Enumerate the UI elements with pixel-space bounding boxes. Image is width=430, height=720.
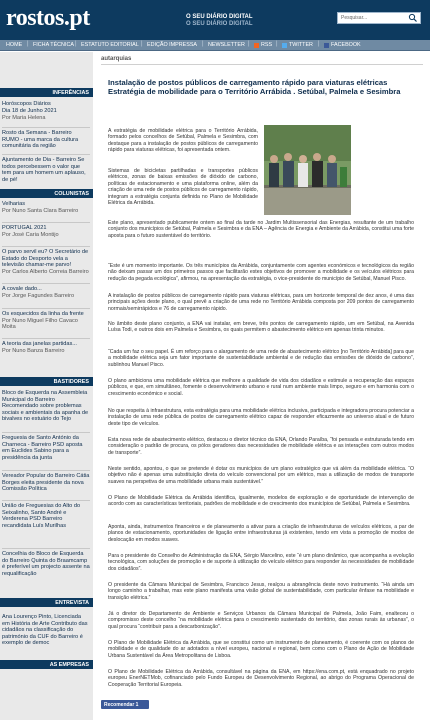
sidebar-item[interactable]: União de Freguesias do Alto do Seixalinho, Santo André e Verderena PSD Barreiro recandidata Luís Murilhas <box>2 503 81 529</box>
facebook-icon <box>324 43 329 48</box>
article-intro: A estratégia de mobilidade elétrica para o Território Arrábida, formado pelos concelhos de Setúbal, Palmela e Sesimbra, com destaque para a instalação de postos públicos de carregamento rápido para viaturas elétricas, foi apresentada ontem. <box>108 128 258 154</box>
search-icon[interactable] <box>408 13 418 23</box>
article-paragraph: Sistemas de bicicletas partilhadas e transportes públicos elétricos, zonas de baixas emissões de dióxido de carbono, políticas de estacionamento e uma plataforma online, além da criação de uma rede de postos públicos de carregamento rápido, integram a estratégia conjunta definida no Plano de Mobilidade Elétrica da Arrábida. <box>108 168 258 207</box>
article-paragraph: O Plano de Mobilidade Elétrica da Arrábida, que se constitui como um instrumento de planeamento, é coerente com os planos de mobilidade e de qualidade do ar adotados a nível europeu, nacional e regional, bem como com o Plano de Ação de Mobilidade Urbana Sustentável da Área Metropolitana de Lisboa. <box>108 640 414 659</box>
sidebar-heading-colunistas: COLUNISTAS <box>0 189 93 198</box>
divider <box>2 222 90 223</box>
nav-separator: | <box>276 41 278 47</box>
search-input[interactable]: Pesquisar... <box>337 12 421 24</box>
sidebar-item[interactable]: A teoria das janelas partidas... Por Nuno Banza Barreiro <box>2 341 90 354</box>
sidebar-heading-empresas: AS EMPRESAS <box>0 660 93 669</box>
sidebar-item-author: Por Nuno Banza Barreiro <box>2 347 65 354</box>
nav-separator: | <box>27 41 29 47</box>
article-paragraph: Já o diretor do Departamento de Ambiente e Serviços Urbanos da Câmara Municipal de Palmela, João Faim, enalteceu o compromisso deste concelho “na mobilidade elétrica para o crescimento sustentado do território, das zonas rurais às urbanas”, o qual procura “contribuir para a descarbonização”. <box>108 611 414 630</box>
article-paragraph: O Plano de Mobilidade Elétrica da Arrábida, consultável na página da ENA, em https://ena.com.pt, está enquadrado no projeto europeu EnerNETMob, cofinanciado pelo Fundo Europeu de Desenvolvimento Regional, ao abrigo do Programa Operacional de Cooperação Territorial Europeia. <box>108 669 414 688</box>
article-paragraph: No que respeita à infraestrutura, esta estratégia para uma mobilidade elétrica inclusiva, participada e integradora procura potenciar a instalação de uma rede pública de postos de carregamento elétrico capaz de responder eficazmente ao universo atual e de futuro deste tipo de veículos. <box>108 408 414 427</box>
sidebar-heading-entrevista: ENTREVISTA <box>0 598 93 607</box>
sidebar-item[interactable]: A covale dado... Por Jorge Fagundes Barreiro <box>2 286 90 299</box>
main-nav <box>0 40 430 51</box>
article-paragraph: Para o presidente do Conselho de Administração da ENA, Sérgio Marcelino, este “é um plano dinâmico, que acompanha a evolução tecnológica, com soluções de promoção e de suporte à utilização do veículo elétrico para responder às necessidades de mobilidade dos cidadãos”. <box>108 553 414 572</box>
sidebar-item[interactable]: Horóscopos Diários <box>2 101 51 107</box>
nav-separator: | <box>202 41 204 47</box>
divider <box>2 246 90 247</box>
tagline-sub: O SEU DIÁRIO DIGITAL <box>186 21 253 27</box>
sidebar-item[interactable]: Bloco de Esquerda na Assembleia Municipal do Barreiro Recomendado sobre problemas sociais e ambientais da apanha de bivalves no estuário do Tejo <box>2 390 89 423</box>
sidebar-item[interactable]: Ajuntamento de Dia - Barreiro Se todos percebessem o valor que tem para um homem um aplauso, de pé! <box>2 157 86 183</box>
article-paragraph: O plano ambiciona uma mobilidade elétrica que melhore a qualidade de vida dos cidadãos e estimule a recuperação das espaços públicos, e que, em simultâneo, fomente o desenvolvimento urbano e rural num ambiente mais limpo, seguro e em harmonia com o crescimento económico e social. <box>108 378 414 397</box>
nav-separator: | <box>75 41 77 47</box>
section-label[interactable]: autarquias <box>101 56 132 62</box>
sidebar-item[interactable]: Dia 18 de Junho 2021 Por Maria Helena <box>2 108 90 121</box>
article-paragraph: A instalação de postos públicos de carregamento rápido para viaturas elétricas, para um horizonte temporal de dez anos, é uma das principais ações deste plano, o qual prevê a criação de uma rede no Território Arrábida composta por 209 pontos de carregamento normais/semirrápidos e 76 de carregamento rápido. <box>108 293 414 312</box>
nav-twitter[interactable]: TWITTER <box>289 42 313 48</box>
divider <box>2 154 90 155</box>
article-paragraph: Este plano, apresentado publicamente ontem ao final da tarde no Jardim Multissensorial das Energias, resultante de um trabalho conjunto dos municípios de Setúbal, Palmela e Sesimbra e da ENA – Agência de Energia e Ambiente da Arrábida, constitui uma forte aposta para o futuro sustentável do território. <box>108 220 414 239</box>
sidebar-item-author: Por Maria Helena <box>2 114 46 121</box>
nav-edicao-impressa[interactable]: EDIÇÃO IMPRESSA <box>147 42 198 48</box>
sidebar-item-author: Por José Caria Montijo <box>2 231 59 238</box>
sidebar-item[interactable]: Freguesia de Santo António da Charneca - Barreiro PSD aposta em Euclides Sabino para a presidência da junta <box>2 435 83 461</box>
divider <box>2 470 90 471</box>
nav-separator: | <box>141 41 143 47</box>
article-paragraph: O Plano de Mobilidade Elétrica da Arrábida identifica, igualmente, modelos de exploração e de oportunidade de intervenção de acordo com as características territoriais, padrões de mobilidade e de crescimento dos municípios de Setúbal, Palmela e Sesimbra. <box>108 495 414 508</box>
article-paragraph: O presidente da Câmara Municipal de Sesimbra, Francisco Jesus, realçou a abrangência deste novo instrumento. “Há ainda um longo caminho a trabalhar, mas este plano manifesta uma visão global de sustentabilidade, com particular ênfase na mobilidade e transição elétrica.” <box>108 582 414 601</box>
nav-facebook[interactable]: FACEBOOK <box>331 42 361 48</box>
sidebar-item[interactable]: Rosto da Semana - Barreiro RUMO - uma marca da cultura comunitária da região <box>2 130 79 150</box>
divider <box>2 500 90 501</box>
nav-ficha-tecnica[interactable]: FICHA TÉCNICA <box>33 42 74 48</box>
divider <box>2 548 90 549</box>
sidebar-item-author: Por Nuno Miguel Filho Cavaco Moita <box>2 317 78 331</box>
sidebar-item[interactable]: Ana Lourenço Pinto, Licenciada em História de Arte Contributo das cidadãos na classificação do património da CUF do Barreiro é exemplo de democ <box>2 614 88 647</box>
nav-newsletter[interactable]: NEWSLETTER <box>208 42 245 48</box>
divider <box>2 338 90 339</box>
recommend-label: Recomendar 1 <box>104 701 139 708</box>
article-paragraph: Aponta, ainda, instrumentos financeiros e de planeamento a ativar para a criação de infraestruturas de veículos elétricos, a par de planos de estacionamento, oportunidades de ligação entre infraestruturas já existentes, tendo em vista a promoção de modos de deslocação em modos suaves. <box>108 524 414 543</box>
divider <box>101 64 423 65</box>
nav-home[interactable]: HOME <box>6 42 23 48</box>
site-header <box>0 0 430 40</box>
facebook-recommend-button[interactable] <box>101 700 149 709</box>
divider <box>2 283 90 284</box>
sidebar-heading-inferencias: INFERÊNCIAS <box>0 88 93 97</box>
article-paragraph: No âmbito deste plano conjunto, a ENA vai instalar, em breve, três pontos de carregamento rápido, um em Setúbal, na Avenida Luísa Todi, e outros dois em Palmela e Sesimbra, os quais permitem o abastecimento elétrico em apenas trinta minutos. <box>108 321 414 334</box>
divider <box>2 308 90 309</box>
divider <box>2 432 90 433</box>
nav-estatuto-editorial[interactable]: ESTATUTO EDITORIAL <box>81 42 139 48</box>
nav-separator: | <box>318 41 320 47</box>
sidebar-item-author: Por Carlos Alberto Correia Barreiro <box>2 268 89 275</box>
article-title: Instalação de postos públicos de carregamento rápido para viaturas elétricas Estratégia de mobilidade para o Território Arrábida . Setúbal, Palmela e Sesimbra <box>108 78 401 96</box>
rss-icon <box>254 43 259 48</box>
group-photo-image <box>264 125 351 215</box>
article-paragraph: Neste sentido, apontou, o que se pretende é dotar os municípios de um plano estratégico que vá além da mobilidade elétrica. “O objetivo não é apenas uma substituição direta do veículo convencional por um elétrico, mas a utilização de modos de transporte suaves na perspetiva de uma mobilidade urbana mais sustentável.” <box>108 466 414 485</box>
sidebar-item[interactable]: PORTUGAL 2021 Por José Caria Montijo <box>2 225 90 238</box>
sidebar-item-author: Por Nuno Santa Clara Barreiro <box>2 207 79 214</box>
article-paragraph: Esta nova rede de abastecimento elétrico, destacou o diretor técnico da ENA, Orlando Paraíba, “foi pensada e estruturada tendo em consideração o padrão de procura, os pólos geradores das necessidades de mobilidade elétrica e as interações com outros modos de transporte”. <box>108 437 414 456</box>
tagline-main: O SEU DIÁRIO DIGITAL <box>186 14 253 20</box>
article-photo <box>264 125 351 215</box>
sidebar-item[interactable]: Os esquecidos da linha da frente Por Nuno Miguel Filho Cavaco Moita <box>2 311 90 331</box>
sidebar <box>0 52 93 720</box>
article-paragraph: “Este é um momento importante. Os três municípios da Arrábida, conjuntamente com agentes económicos e tecnológicos da região não deixam passar um dos primeiros passos que facilitarão estes objetivos de promover a mobilidade e os veículos elétricos para redução da pegada ecológica”, afirmou, na apresentação da estratégia, o vice-presidente do município de Setúbal, Manuel Pisco. <box>108 263 414 282</box>
site-tagline <box>186 14 253 28</box>
sidebar-item[interactable]: Vereador Popular do Barreiro Cátia Borges eleita presidente da nova Comissão Política <box>2 473 90 493</box>
sidebar-item[interactable]: Concelhia do Bloco de Esquerda do Barreiro Quinta do Braamcamp é preferível um projecto assente na requalificação <box>2 551 90 577</box>
article-paragraph: “Cada um faz o seu papel. É um reforço para o alargamento de uma rede de abastecimento elétrico [no Território Arrábida] para que a mobilidade elétrica seja um fator importante de sustentabilidade ambiental e de redução das emissões de dióxido de carbono”, sublinhou Manuel Pisco. <box>108 349 414 368</box>
nav-rss[interactable]: RSS <box>261 42 273 48</box>
twitter-icon <box>282 43 287 48</box>
divider <box>2 127 90 128</box>
sidebar-item[interactable]: Velharias Por Nuno Santa Clara Barreiro <box>2 201 90 214</box>
site-logo[interactable]: rostos.pt <box>6 5 90 31</box>
sidebar-item[interactable]: O parvo servil eu? O Secretário de Estado do Desporto vela a televisão chamar-me parvo! Por Carlos Alberto Correia Barreiro <box>2 249 89 275</box>
sidebar-heading-bastidores: BASTIDORES <box>0 377 93 386</box>
nav-separator: | <box>248 41 250 47</box>
sidebar-item-author: Por Jorge Fagundes Barreiro <box>2 292 75 299</box>
